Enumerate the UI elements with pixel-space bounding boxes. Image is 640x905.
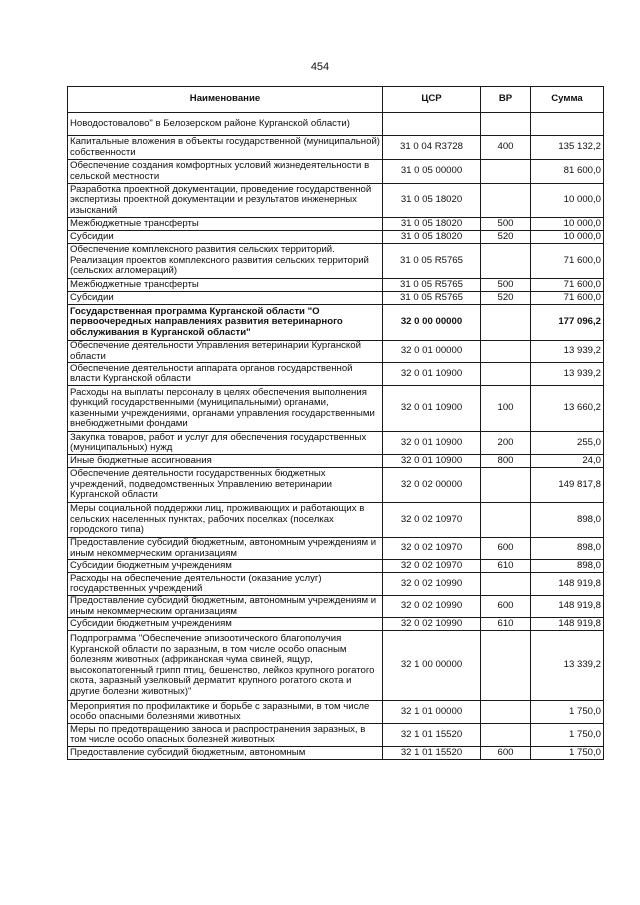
table-cell-sum: 898,0	[531, 503, 604, 538]
table-cell-csr: 31 0 05 18020	[383, 218, 481, 231]
table-cell-sum: 13 939,2	[531, 363, 604, 386]
table-cell-csr: 31 0 05 R5765	[383, 279, 481, 292]
header-csr: ЦСР	[383, 87, 481, 113]
table-cell-sum	[531, 113, 604, 136]
table-cell-vr	[481, 701, 531, 724]
table-cell-name: Обеспечение комплексного развития сельских территорий. Реализация проектов комплексного развития сельских территорий (сельских агломераций)	[68, 244, 383, 279]
table-row	[68, 279, 604, 292]
table-cell-sum: 24,0	[531, 455, 604, 468]
table-cell-vr: 800	[481, 455, 531, 468]
table-row	[68, 455, 604, 468]
table-cell-name: Предоставление субсидий бюджетным, автономным	[68, 747, 383, 760]
table-cell-name: Субсидии бюджетным учреждениям	[68, 560, 383, 573]
table-cell-vr	[481, 113, 531, 136]
table-cell-sum: 10 000,0	[531, 184, 604, 218]
table-cell-sum: 13 339,2	[531, 631, 604, 701]
table-cell-name: Закупка товаров, работ и услуг для обеспечения государственных (муниципальных) нужд	[68, 432, 383, 455]
table-cell-csr: 31 0 05 18020	[383, 184, 481, 218]
table-cell-csr: 32 0 02 10990	[383, 618, 481, 631]
budget-table	[67, 86, 604, 760]
table-cell-csr: 32 1 01 15520	[383, 747, 481, 760]
table-cell-sum: 10 000,0	[531, 231, 604, 244]
table-row	[68, 503, 604, 538]
table-cell-vr	[481, 468, 531, 503]
table-cell-sum: 898,0	[531, 538, 604, 560]
table-cell-name: Меры по предотвращению заноса и распространения заразных, в том числе особо опасных болезней животных	[68, 724, 383, 747]
table-cell-csr: 32 0 01 10900	[383, 432, 481, 455]
table-cell-sum: 1 750,0	[531, 747, 604, 760]
table-cell-sum: 255,0	[531, 432, 604, 455]
table-cell-vr: 520	[481, 292, 531, 305]
table-cell-vr: 610	[481, 618, 531, 631]
table-cell-sum: 148 919,8	[531, 596, 604, 618]
table-cell-vr: 600	[481, 596, 531, 618]
table-cell-csr: 32 0 01 00000	[383, 341, 481, 363]
table-row	[68, 618, 604, 631]
table-cell-vr	[481, 503, 531, 538]
table-cell-vr: 500	[481, 279, 531, 292]
table-cell-vr: 200	[481, 432, 531, 455]
table-cell-csr: 32 0 01 10900	[383, 455, 481, 468]
table-cell-csr: 31 0 04 R3728	[383, 136, 481, 160]
table-cell-name: Обеспечение деятельности аппарата органов государственной власти Курганской области	[68, 363, 383, 386]
table-cell-vr: 610	[481, 560, 531, 573]
table-cell-vr	[481, 184, 531, 218]
table-cell-csr	[383, 113, 481, 136]
table-cell-sum: 148 919,8	[531, 573, 604, 596]
table-row	[68, 136, 604, 160]
table-row	[68, 560, 604, 573]
table-cell-name: Государственная программа Курганской области "О первоочередных направлениях развития ветеринарного обслуживания в Курганской области"	[68, 305, 383, 341]
table-cell-name: Предоставление субсидий бюджетным, автономным учреждениям и иным некоммерческим организациям	[68, 596, 383, 618]
table-cell-vr	[481, 724, 531, 747]
table-cell-sum: 135 132,2	[531, 136, 604, 160]
table-cell-sum: 13 660,2	[531, 386, 604, 432]
table-cell-vr: 600	[481, 538, 531, 560]
table-cell-csr: 31 0 05 R5765	[383, 292, 481, 305]
table-cell-name: Расходы на выплаты персоналу в целях обеспечения выполнения функций государственными (муниципальными) органами, казенными учреждениями, органами управления государственными внебюджетными фондами	[68, 386, 383, 432]
table-cell-name: Капитальные вложения в объекты государственной (муниципальной) собственности	[68, 136, 383, 160]
table-cell-csr: 32 0 00 00000	[383, 305, 481, 341]
table-row	[68, 218, 604, 231]
table-row	[68, 538, 604, 560]
table-cell-vr: 100	[481, 386, 531, 432]
table-row	[68, 231, 604, 244]
table-row	[68, 596, 604, 618]
table-cell-vr: 520	[481, 231, 531, 244]
table-cell-vr	[481, 160, 531, 184]
table-cell-vr: 400	[481, 136, 531, 160]
table-row	[68, 363, 604, 386]
table-cell-csr: 32 0 02 10990	[383, 596, 481, 618]
table-cell-csr: 32 0 01 10900	[383, 363, 481, 386]
header-name: Наименование	[68, 87, 383, 113]
table-cell-csr: 32 0 02 10970	[383, 538, 481, 560]
table-cell-sum: 71 600,0	[531, 279, 604, 292]
table-cell-name: Межбюджетные трансферты	[68, 218, 383, 231]
table-cell-name: Субсидии	[68, 231, 383, 244]
table-cell-csr: 31 0 05 R5765	[383, 244, 481, 279]
table-row	[68, 573, 604, 596]
table-row	[68, 160, 604, 184]
table-cell-csr: 32 0 02 00000	[383, 468, 481, 503]
table-body	[68, 113, 604, 760]
table-row	[68, 341, 604, 363]
table-cell-name: Субсидии бюджетным учреждениям	[68, 618, 383, 631]
table-row	[68, 386, 604, 432]
table-cell-csr: 31 0 05 18020	[383, 231, 481, 244]
table-cell-name: Обеспечение деятельности Управления ветеринарии Курганской области	[68, 341, 383, 363]
table-row	[68, 244, 604, 279]
table-cell-vr: 600	[481, 747, 531, 760]
table-cell-name: Субсидии	[68, 292, 383, 305]
page-number: 454	[310, 61, 330, 73]
table-cell-vr: 500	[481, 218, 531, 231]
table-row	[68, 292, 604, 305]
table-cell-csr: 32 1 01 15520	[383, 724, 481, 747]
table-row	[68, 468, 604, 503]
table-cell-name: Меры социальной поддержки лиц, проживающих и работающих в сельских населенных пунктах, рабочих поселках (поселках городского типа)	[68, 503, 383, 538]
table-cell-sum: 149 817,8	[531, 468, 604, 503]
table-cell-vr	[481, 631, 531, 701]
table-cell-name: Обеспечение деятельности государственных бюджетных учреждений, подведомственных Управлению ветеринарии Курганской области	[68, 468, 383, 503]
table-cell-name: Подпрограмма "Обеспечение эпизоотического благополучия Курганской области по заразным, в том числе особо опасным болезням животных (африканская чума свиней, ящур, высокопатогенный грипп птиц, бешенство, лейкоз крупного рогатого скота, заразный узелковый дерматит крупного рогатого скота и другие болезни животных)"	[68, 631, 383, 701]
table-cell-sum: 71 600,0	[531, 292, 604, 305]
table-cell-name: Предоставление субсидий бюджетным, автономным учреждениям и иным некоммерческим организациям	[68, 538, 383, 560]
table-cell-vr	[481, 573, 531, 596]
table-cell-sum: 13 939,2	[531, 341, 604, 363]
table-cell-csr: 32 1 00 00000	[383, 631, 481, 701]
table-cell-sum: 148 919,8	[531, 618, 604, 631]
table-cell-vr	[481, 244, 531, 279]
table-cell-csr: 32 1 01 00000	[383, 701, 481, 724]
table-cell-csr: 32 0 01 10900	[383, 386, 481, 432]
table-cell-name: Новодостовалово" в Белозерском районе Курганской области)	[68, 113, 383, 136]
header-sum: Сумма	[531, 87, 604, 113]
table-row	[68, 432, 604, 455]
table-row	[68, 724, 604, 747]
header-vr: ВР	[481, 87, 531, 113]
table-cell-csr: 32 0 02 10990	[383, 573, 481, 596]
table-cell-csr: 32 0 02 10970	[383, 503, 481, 538]
table-cell-sum: 177 096,2	[531, 305, 604, 341]
table-row	[68, 305, 604, 341]
table-cell-name: Расходы на обеспечение деятельности (оказание услуг) государственных учреждений	[68, 573, 383, 596]
table-cell-name: Иные бюджетные ассигнования	[68, 455, 383, 468]
table-cell-sum: 1 750,0	[531, 724, 604, 747]
table-cell-name: Разработка проектной документации, проведение государственной экспертизы проектной документации и результатов инженерных изысканий	[68, 184, 383, 218]
table-cell-sum: 898,0	[531, 560, 604, 573]
table-cell-name: Мероприятия по профилактике и борьбе с заразными, в том числе особо опасными болезнями животных	[68, 701, 383, 724]
table-cell-vr	[481, 305, 531, 341]
table-row	[68, 184, 604, 218]
table-row	[68, 631, 604, 701]
table-cell-name: Межбюджетные трансферты	[68, 279, 383, 292]
table-row	[68, 701, 604, 724]
table-header-row	[68, 87, 604, 113]
table-cell-vr	[481, 363, 531, 386]
table-cell-vr	[481, 341, 531, 363]
table-cell-sum: 81 600,0	[531, 160, 604, 184]
table-cell-name: Обеспечение создания комфортных условий жизнедеятельности в сельской местности	[68, 160, 383, 184]
table-cell-sum: 71 600,0	[531, 244, 604, 279]
table-cell-csr: 31 0 05 00000	[383, 160, 481, 184]
table-cell-sum: 1 750,0	[531, 701, 604, 724]
table-row	[68, 113, 604, 136]
table-cell-csr: 32 0 02 10970	[383, 560, 481, 573]
table-row	[68, 747, 604, 760]
table-cell-sum: 10 000,0	[531, 218, 604, 231]
